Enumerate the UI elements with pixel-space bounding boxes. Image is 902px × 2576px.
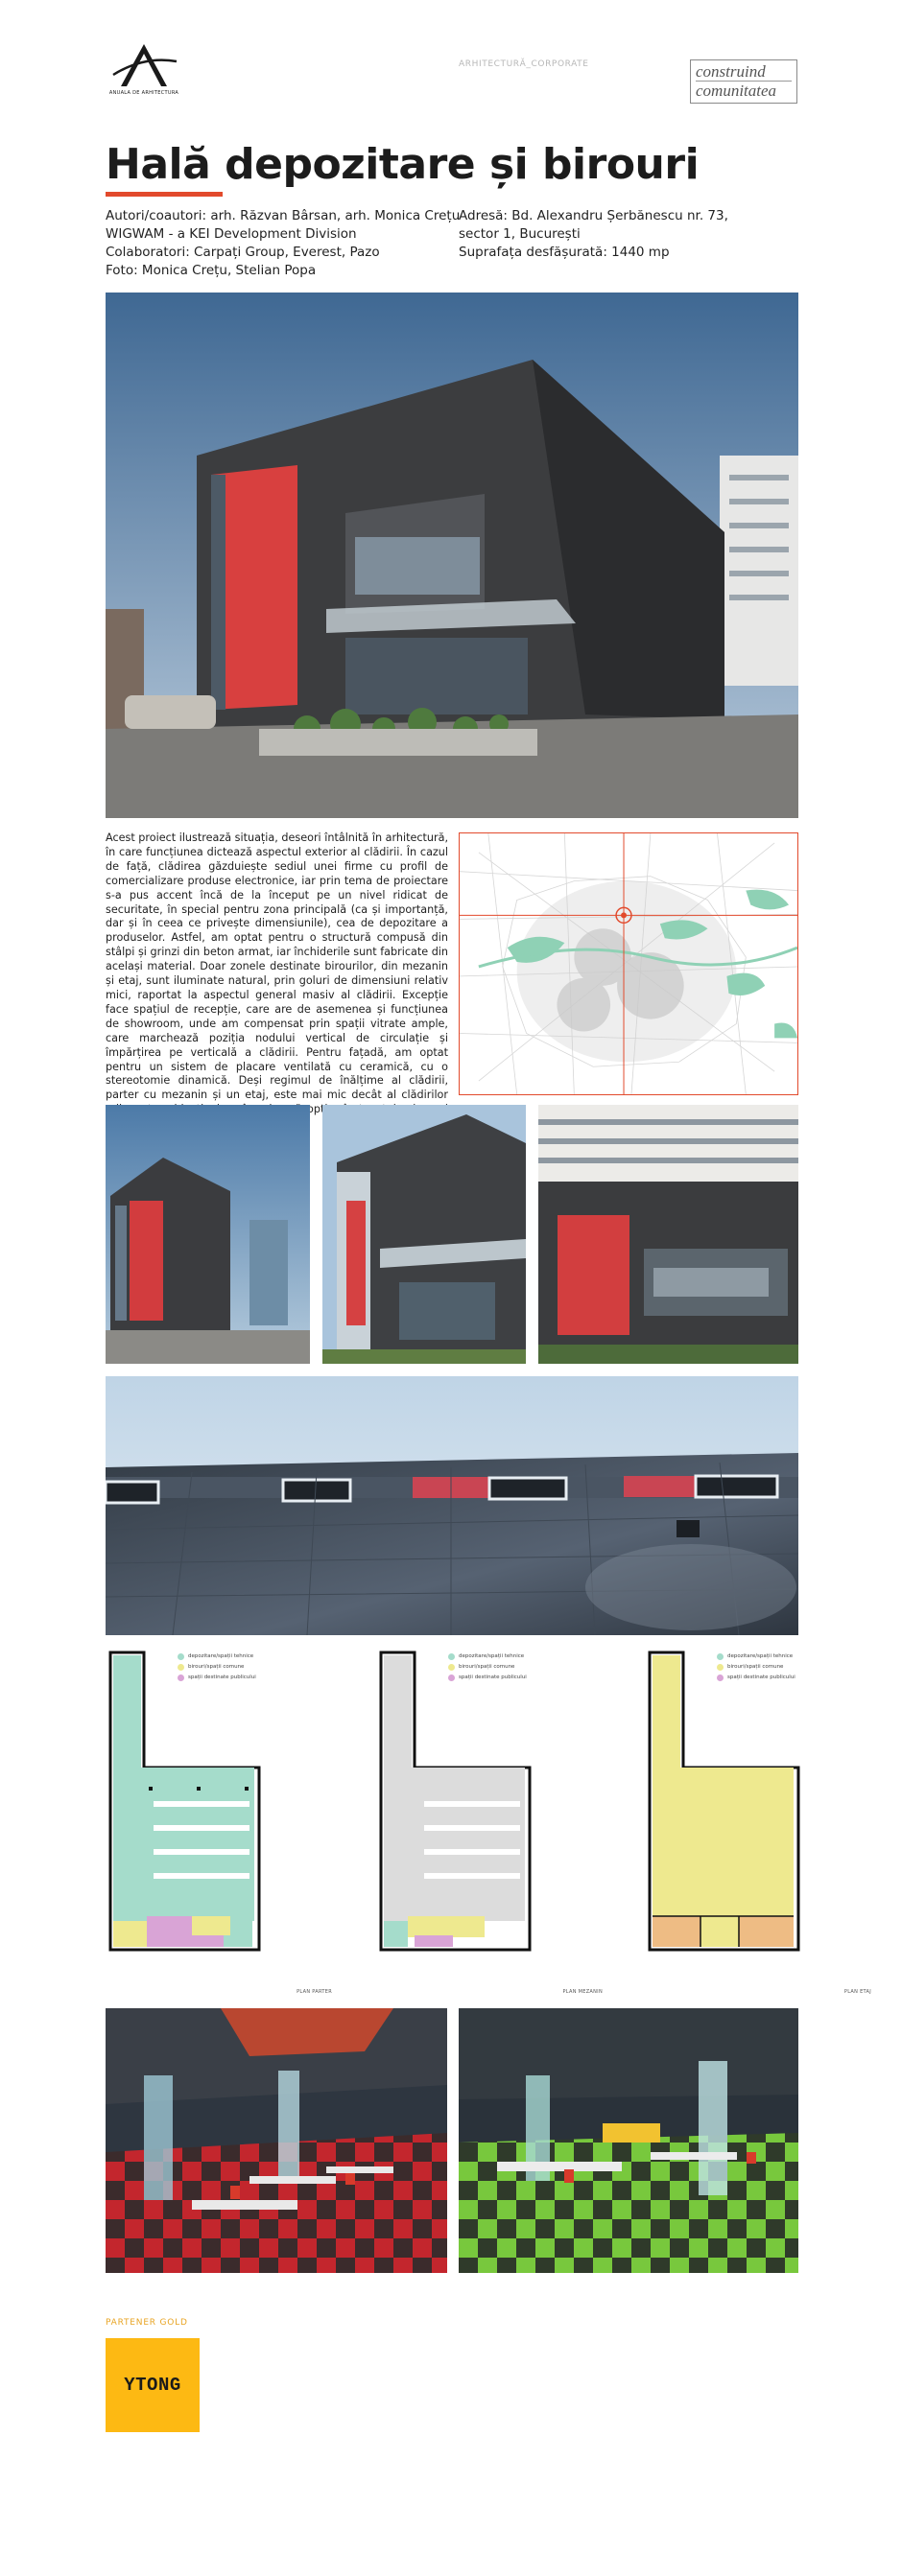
ytong-logo[interactable] (106, 2338, 200, 2432)
hero-building-photo (106, 293, 798, 818)
legend-public: spații destinate publicului (459, 1674, 527, 1680)
building-corner-photo (106, 1105, 310, 1364)
plan-label: PLAN PARTER (297, 1989, 332, 1995)
legend-public: spații destinate publicului (727, 1674, 795, 1680)
partner-label: PARTENER GOLD (106, 2318, 188, 2328)
address-line: Adresă: Bd. Alexandru Șerbănescu nr. 73, (459, 208, 728, 223)
ytong-logo-text: YTONG (124, 2375, 181, 2396)
credits-line: Autori/coautori: arh. Răzvan Bârsan, arh. Monica Crețu (106, 208, 461, 223)
building-aerial-photo (538, 1105, 798, 1364)
logo-caption: ANUALA DE ARHITECTURA (108, 90, 179, 96)
credits-line: WIGWAM - a KEI Development Division (106, 226, 357, 242)
title-underline (106, 192, 223, 197)
floor-plan-mezzanine (376, 1648, 606, 1997)
plan-legend (717, 1651, 795, 1683)
site-location-map (459, 832, 798, 1095)
legend-offices: birouri/spații comune (188, 1664, 245, 1670)
credits-line: Colaboratori: Carpați Group, Everest, Pazo (106, 245, 380, 260)
floor-plan-upper (645, 1648, 875, 1997)
partner-logo-line1: construind (696, 62, 792, 82)
floor-plan-ground (106, 1648, 336, 1997)
plan-label: PLAN MEZANIN (562, 1989, 603, 1995)
legend-storage: depozitare/spații tehnice (459, 1653, 525, 1659)
category-label: ARHITECTURĂ_CORPORATE (459, 59, 589, 69)
legend-public: spații destinate publicului (188, 1674, 256, 1680)
address-block (459, 207, 804, 262)
project-description: Acest proiect ilustrează situația, deseori întâlnită în arhitectură, în care funcțiunea dictează aspectul exterior al clădirii. În cazul de față, clădirea găzduiește sediul unei firme cu profil de comercializare produse electronice, iar prin tema de proiectare s-a pus accent încă de la început pe un nivel ridicat de securitate, în special pentru zona principală (ca și importanță, dar și în ceea ce privește dimensiunile), cea de depozitare a produselor. Astfel, am optat pentru o structură compusă din stâlpi și grinzi din beton armat, iar închiderile sunt fabricate din același material. Doar zonele destinate birourilor, din mezanin și etaj, sunt iluminate natural, prin goluri de dimensiuni relativ mici, raportat la aspectul general masiv al clădirii. Excepție face spațiul de recepție, care are de asemenea și funcțiunea de showroom, unde am compensat prin spații vitrate ample, care marchează poziția nodului vertical de circulație și împărțirea pe verticală a clădirii. Pentru fațadă, am optat pentru un sistem de placare ventilată cu ceramică, cu o stereotomie dinamică. Deși regimul de înălțime al clădirii, parter cu mezanin și un etaj, este mai mic decât al clădirilor (106, 831, 448, 1102)
annual-logo (106, 42, 182, 98)
legend-storage: depozitare/spații tehnice (727, 1653, 794, 1659)
address-line: sector 1, București (459, 226, 581, 242)
legend-offices: birouri/spații comune (459, 1664, 515, 1670)
interior-office-green-photo (459, 2008, 798, 2273)
letter-a-logo-icon (106, 42, 182, 88)
credits-line: Foto: Monica Crețu, Stelian Popa (106, 263, 317, 278)
partner-logo (690, 59, 797, 104)
interior-office-red-photo (106, 2008, 447, 2273)
page-title: Hală depozitare și birouri (106, 140, 700, 189)
building-side-photo (322, 1105, 526, 1364)
plan-legend (448, 1651, 527, 1683)
legend-storage: depozitare/spații tehnice (188, 1653, 254, 1659)
plan-legend (178, 1651, 256, 1683)
plan-label: PLAN ETAJ (843, 1989, 871, 1995)
facade-detail-photo (106, 1376, 798, 1635)
credits-block (106, 207, 461, 280)
address-line: Suprafața desfășurată: 1440 mp (459, 245, 670, 260)
legend-offices: birouri/spații comune (727, 1664, 784, 1670)
partner-logo-line2: comunitatea (696, 82, 777, 100)
